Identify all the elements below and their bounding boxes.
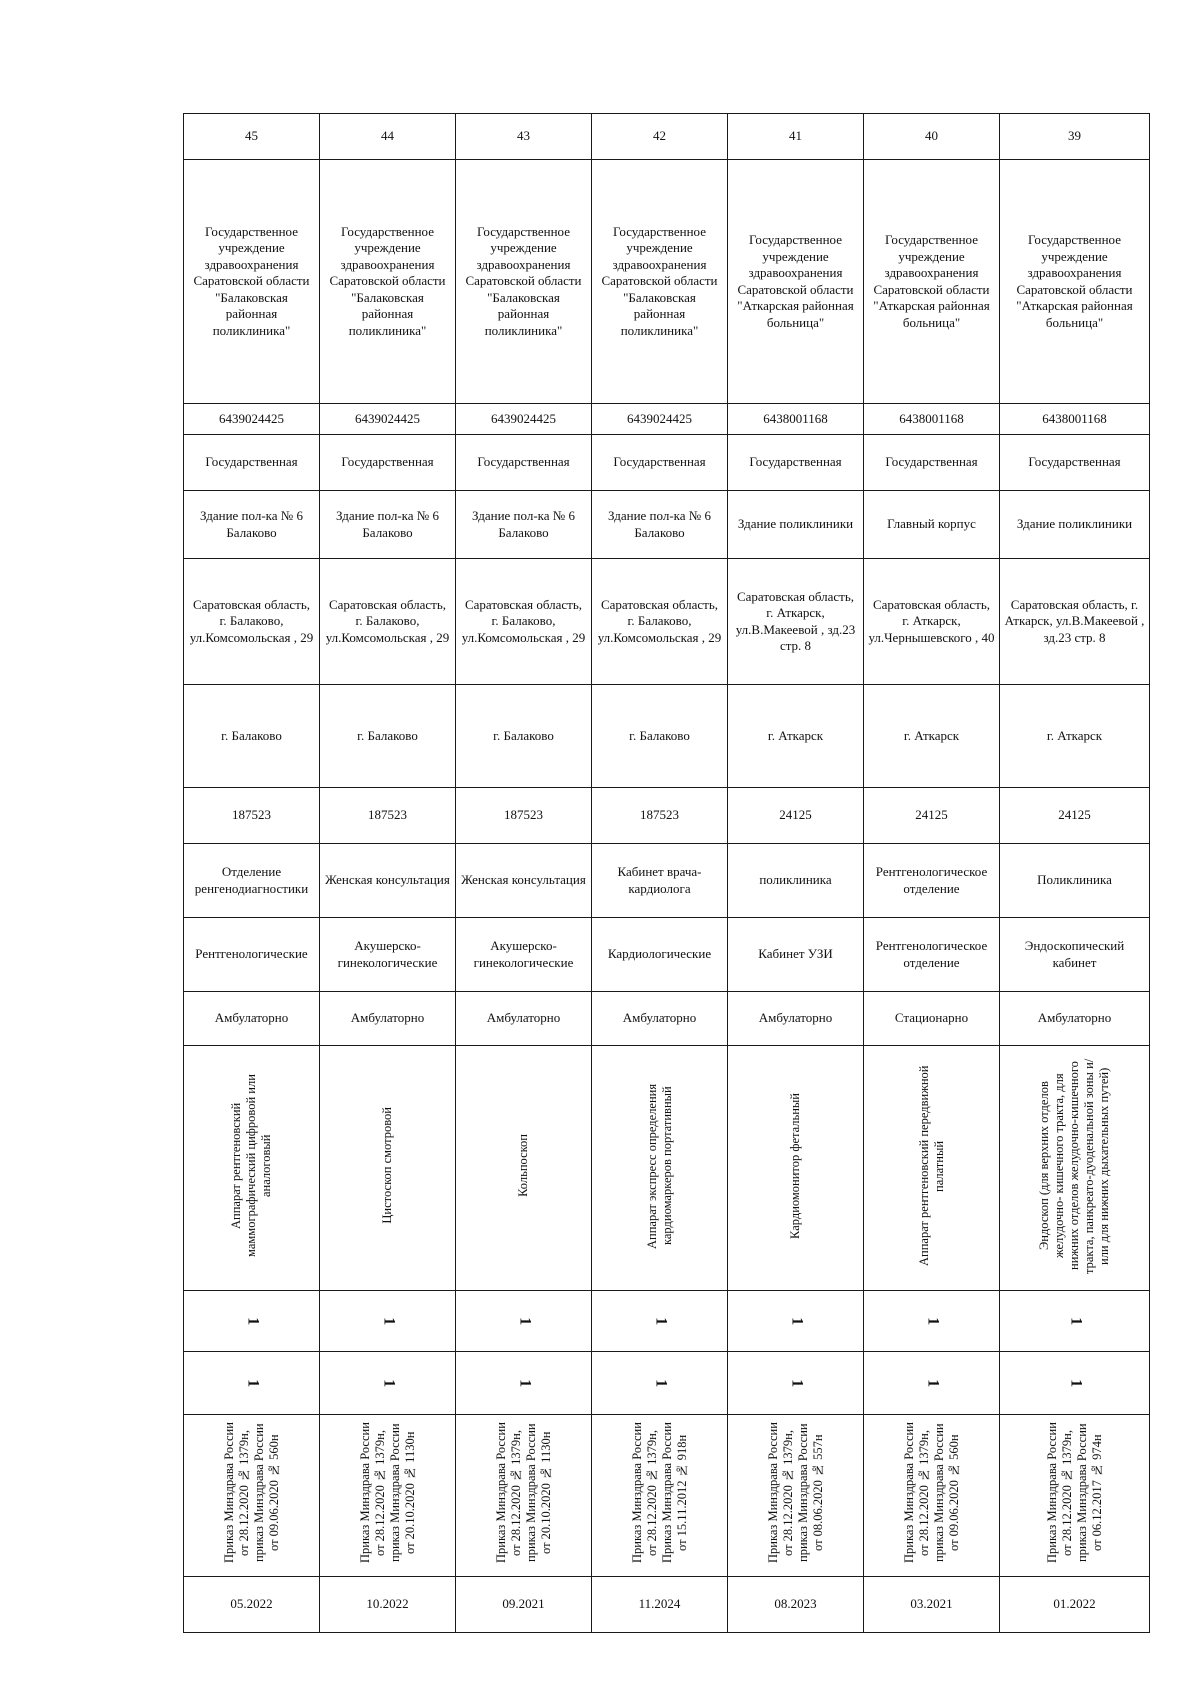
table-cell <box>184 1352 320 1415</box>
table-cell <box>728 491 864 559</box>
order-text: Приказ Минздрава России от 28.12.2020 № 1379н, Приказ Минздрава России от 15.11.2012 № 918н <box>629 1422 689 1564</box>
table-cell <box>864 160 1000 404</box>
table-cell <box>456 114 592 160</box>
table-cell <box>864 559 1000 685</box>
qty-a-text: 1 <box>1066 1317 1084 1325</box>
table-cell <box>184 160 320 404</box>
table-cell <box>728 788 864 844</box>
table-cell <box>592 1415 728 1577</box>
row-address <box>184 559 1150 685</box>
inn-text: 6439024425 <box>491 410 556 426</box>
table-cell <box>864 918 1000 992</box>
date-text: 01.2022 <box>1053 1596 1096 1612</box>
care-condition-text: Амбулаторно <box>486 1010 561 1026</box>
number-text: 45 <box>245 128 258 144</box>
qty-a-text: 1 <box>923 1317 941 1325</box>
building-text: Главный корпус <box>887 516 976 532</box>
table-cell <box>456 685 592 788</box>
table-cell <box>184 559 320 685</box>
population-text: 187523 <box>232 807 271 823</box>
table-cell <box>184 992 320 1046</box>
table-cell <box>728 844 864 918</box>
qty-a-text: 1 <box>651 1317 669 1325</box>
table-cell <box>184 1291 320 1352</box>
table-cell <box>864 404 1000 435</box>
table-cell <box>1000 435 1150 491</box>
row-quantity-a <box>184 1291 1150 1352</box>
number-text: 42 <box>653 128 666 144</box>
table-cell <box>456 491 592 559</box>
table-cell <box>320 844 456 918</box>
inn-text: 6438001168 <box>1042 410 1107 426</box>
table-cell <box>320 992 456 1046</box>
table-cell <box>320 1415 456 1577</box>
address-text: Саратовская область, г. Балаково, ул.Комсомольская , 29 <box>597 596 722 645</box>
table-cell <box>864 1291 1000 1352</box>
cabinet-text: Акушерско-гинекологические <box>337 938 438 970</box>
population-text: 24125 <box>779 807 812 823</box>
table-cell <box>456 992 592 1046</box>
cabinet-text: Кабинет УЗИ <box>758 946 833 962</box>
population-text: 187523 <box>504 807 543 823</box>
qty-a-text: 1 <box>515 1317 533 1325</box>
org-name-text: Государственное учреждение здравоохранения Саратовской области "Балаковская районная поликлиника" <box>601 223 718 338</box>
table-cell <box>1000 788 1150 844</box>
org-name-text: Государственное учреждение здравоохранения Саратовской области "Балаковская районная поликлиника" <box>329 223 446 338</box>
population-text: 24125 <box>915 807 948 823</box>
org-name-text: Государственное учреждение здравоохранения Саратовской области "Балаковская районная поликлиника" <box>465 223 582 338</box>
table-cell <box>728 1352 864 1415</box>
table-cell <box>1000 1352 1150 1415</box>
table-cell <box>592 491 728 559</box>
care-condition-text: Амбулаторно <box>214 1010 289 1026</box>
table-cell <box>184 1577 320 1633</box>
department-text: Отделение ренгенодиагностики <box>194 864 309 896</box>
cabinet-text: Акушерско-гинекологические <box>473 938 574 970</box>
department-text: Рентгенологическое отделение <box>875 864 988 896</box>
ownership-text: Государственная <box>1028 454 1121 470</box>
address-text: Саратовская область, г. Балаково, ул.Комсомольская , 29 <box>189 596 314 645</box>
org-name-text: Государственное учреждение здравоохранения Саратовской области "Балаковская районная поликлиника" <box>193 223 310 338</box>
table-cell <box>592 1352 728 1415</box>
org-name-text: Государственное учреждение здравоохранения Саратовской области "Аткарская районная больница" <box>737 232 854 330</box>
row-locality <box>184 685 1150 788</box>
table-cell <box>592 685 728 788</box>
row-population <box>184 788 1150 844</box>
address-text: Саратовская область, г. Аткарск, ул.В.Макеевой , зд.23 стр. 8 <box>1004 596 1145 645</box>
department-text: Женская консультация <box>325 872 450 888</box>
table-cell <box>320 918 456 992</box>
table-cell <box>1000 114 1150 160</box>
table-cell <box>184 1046 320 1291</box>
order-text: Приказ Минздрава России от 28.12.2020 № 1379н, приказ Минздрава России от 09.06.2020 № 560н <box>221 1422 281 1564</box>
locality-text: г. Балаково <box>493 727 554 743</box>
table-cell <box>456 1046 592 1291</box>
table-cell <box>728 435 864 491</box>
table-cell <box>320 1291 456 1352</box>
order-text: Приказ Минздрава России от 28.12.2020 № 1379н, приказ Минздрава России от 06.12.2017 № 974н <box>1044 1422 1104 1564</box>
table-cell <box>456 1352 592 1415</box>
row-care-condition <box>184 992 1150 1046</box>
date-text: 03.2021 <box>910 1596 953 1612</box>
table-cell <box>320 1046 456 1291</box>
table-cell <box>320 788 456 844</box>
table-cell <box>728 918 864 992</box>
table-cell <box>592 788 728 844</box>
building-text: Здание пол-ка № 6 Балаково <box>336 508 439 540</box>
date-text: 08.2023 <box>774 1596 817 1612</box>
ownership-text: Государственная <box>477 454 570 470</box>
ownership-text: Государственная <box>341 454 434 470</box>
table-cell <box>456 160 592 404</box>
table-cell <box>1000 1577 1150 1633</box>
table-cell <box>864 114 1000 160</box>
table-cell <box>592 404 728 435</box>
inn-text: 6438001168 <box>763 410 828 426</box>
table-cell <box>592 1577 728 1633</box>
table-cell <box>184 844 320 918</box>
table-cell <box>864 788 1000 844</box>
locality-text: г. Балаково <box>357 727 418 743</box>
date-text: 11.2024 <box>638 1596 681 1612</box>
order-text: Приказ Минздрава России от 28.12.2020 № 1379н, приказ Минздрава России от 20.10.2020 № 1130н <box>493 1422 553 1564</box>
number-text: 41 <box>789 128 802 144</box>
building-text: Здание поликлиники <box>1016 516 1133 532</box>
table-cell <box>320 1352 456 1415</box>
org-name-text: Государственное учреждение здравоохранения Саратовской области "Аткарская районная больница" <box>873 232 990 330</box>
table-cell <box>184 788 320 844</box>
table-cell <box>728 685 864 788</box>
table-cell <box>184 404 320 435</box>
equipment-text: Цистоскоп смотровой <box>380 1107 394 1225</box>
table-cell <box>864 992 1000 1046</box>
ownership-text: Государственная <box>613 454 706 470</box>
row-date <box>184 1577 1150 1633</box>
department-text: Женская консультация <box>461 872 586 888</box>
care-condition-text: Амбулаторно <box>350 1010 425 1026</box>
table-cell <box>1000 992 1150 1046</box>
table-cell <box>592 844 728 918</box>
table-cell <box>456 559 592 685</box>
table-cell <box>456 788 592 844</box>
table-cell <box>592 435 728 491</box>
qty-b-text: 1 <box>787 1379 805 1387</box>
address-text: Саратовская область, г. Балаково, ул.Комсомольская , 29 <box>461 596 586 645</box>
table-cell <box>456 435 592 491</box>
table-cell <box>728 404 864 435</box>
equipment-text: Аппарат рентгеновский передвижной палатный <box>916 1065 946 1266</box>
table-cell <box>456 844 592 918</box>
building-text: Здание пол-ка № 6 Балаково <box>608 508 711 540</box>
equipment-text: Эндоскоп (для верхних отделов желудочно- кишечного тракта, для нижних отделов желудочно-кишечного тракта, панкреато-дуоденальной зоны и/или для нижних дыхательных путей) <box>1037 1058 1111 1274</box>
table-cell <box>864 491 1000 559</box>
equipment-text: Кольпоскоп <box>516 1134 530 1198</box>
table-cell <box>1000 918 1150 992</box>
number-text: 43 <box>517 128 530 144</box>
equipment-text: Аппарат рентгеновский маммографический цифровой или аналоговый <box>229 1074 273 1258</box>
care-condition-text: Амбулаторно <box>622 1010 697 1026</box>
row-org-name <box>184 160 1150 404</box>
row-quantity-b <box>184 1352 1150 1415</box>
cabinet-text: Рентгенологические <box>195 946 308 962</box>
table-cell <box>320 404 456 435</box>
table-cell <box>184 918 320 992</box>
building-text: Здание поликлиники <box>737 516 854 532</box>
table-cell <box>592 559 728 685</box>
locality-text: г. Аткарск <box>767 727 824 743</box>
table-cell <box>864 1046 1000 1291</box>
qty-b-text: 1 <box>515 1379 533 1387</box>
row-building <box>184 491 1150 559</box>
care-condition-text: Стационарно <box>894 1010 969 1026</box>
row-cabinet <box>184 918 1150 992</box>
table-cell <box>728 1415 864 1577</box>
table-cell <box>320 685 456 788</box>
locality-text: г. Балаково <box>629 727 690 743</box>
equipment-table <box>183 113 1150 1633</box>
population-text: 24125 <box>1058 807 1091 823</box>
table-cell <box>592 992 728 1046</box>
table-cell <box>592 1046 728 1291</box>
building-text: Здание пол-ка № 6 Балаково <box>472 508 575 540</box>
ownership-text: Государственная <box>205 454 298 470</box>
table-cell <box>728 160 864 404</box>
building-text: Здание пол-ка № 6 Балаково <box>200 508 303 540</box>
table-cell <box>1000 685 1150 788</box>
row-department <box>184 844 1150 918</box>
row-equipment <box>184 1046 1150 1291</box>
table-cell <box>592 114 728 160</box>
population-text: 187523 <box>368 807 407 823</box>
table-cell <box>184 685 320 788</box>
table-cell <box>592 1291 728 1352</box>
table-cell <box>728 114 864 160</box>
table-cell <box>864 1352 1000 1415</box>
table-cell <box>728 992 864 1046</box>
table-cell <box>456 1415 592 1577</box>
table-cell <box>1000 559 1150 685</box>
qty-a-text: 1 <box>379 1317 397 1325</box>
table-cell <box>1000 1291 1150 1352</box>
table-cell <box>456 918 592 992</box>
qty-a-text: 1 <box>243 1317 261 1325</box>
address-text: Саратовская область, г. Аткарск, ул.В.Макеевой , зд.23 стр. 8 <box>735 588 856 653</box>
table-cell <box>1000 404 1150 435</box>
row-inn <box>184 404 1150 435</box>
table-cell <box>1000 1046 1150 1291</box>
table-cell <box>864 685 1000 788</box>
table-cell <box>320 114 456 160</box>
number-text: 40 <box>925 128 938 144</box>
locality-text: г. Аткарск <box>1046 727 1103 743</box>
ownership-text: Государственная <box>749 454 842 470</box>
department-text: Поликлиника <box>1037 872 1112 888</box>
ownership-text: Государственная <box>885 454 978 470</box>
qty-b-text: 1 <box>923 1379 941 1387</box>
inn-text: 6439024425 <box>355 410 420 426</box>
table-cell <box>456 1291 592 1352</box>
table-cell <box>864 435 1000 491</box>
row-ownership <box>184 435 1150 491</box>
row-order <box>184 1415 1150 1577</box>
care-condition-text: Амбулаторно <box>758 1010 833 1026</box>
cabinet-text: Кардиологические <box>607 946 712 962</box>
qty-b-text: 1 <box>379 1379 397 1387</box>
table-cell <box>592 918 728 992</box>
table-cell <box>184 114 320 160</box>
table-cell <box>320 559 456 685</box>
table-cell <box>864 1577 1000 1633</box>
table-cell <box>456 404 592 435</box>
inn-text: 6438001168 <box>899 410 964 426</box>
table-cell <box>1000 491 1150 559</box>
locality-text: г. Аткарск <box>903 727 960 743</box>
org-name-text: Государственное учреждение здравоохранения Саратовской области "Аткарская районная больница" <box>1016 232 1133 330</box>
population-text: 187523 <box>640 807 679 823</box>
inn-text: 6439024425 <box>627 410 692 426</box>
date-text: 09.2021 <box>502 1596 545 1612</box>
table-cell <box>864 844 1000 918</box>
table-cell <box>864 1415 1000 1577</box>
table-cell <box>456 1577 592 1633</box>
table-cell <box>320 160 456 404</box>
order-text: Приказ Минздрава России от 28.12.2020 № 1379н, приказ Минздрава России от 08.06.2020 № 557н <box>765 1422 825 1564</box>
table-cell <box>728 1046 864 1291</box>
order-text: Приказ Минздрава России от 28.12.2020 № 1379н, приказ Минздрава России от 09.06.2020 № 560н <box>901 1422 961 1564</box>
department-text: поликлиника <box>759 872 832 888</box>
row-number <box>184 114 1150 160</box>
table-cell <box>1000 1415 1150 1577</box>
table-cell <box>184 491 320 559</box>
table-cell <box>1000 160 1150 404</box>
table-cell <box>184 435 320 491</box>
order-text: Приказ Минздрава России от 28.12.2020 № 1379н, приказ Минздрава России от 20.10.2020 № 1130н <box>357 1422 417 1564</box>
qty-b-text: 1 <box>1066 1379 1084 1387</box>
table-cell <box>320 1577 456 1633</box>
address-text: Саратовская область, г. Балаково, ул.Комсомольская , 29 <box>325 596 450 645</box>
table-cell <box>728 1577 864 1633</box>
department-text: Кабинет врача-кардиолога <box>617 864 702 896</box>
number-text: 44 <box>381 128 394 144</box>
table-cell <box>320 491 456 559</box>
locality-text: г. Балаково <box>221 727 282 743</box>
qty-b-text: 1 <box>243 1379 261 1387</box>
number-text: 39 <box>1068 128 1081 144</box>
address-text: Саратовская область, г. Аткарск, ул.Чернышевского , 40 <box>868 596 995 645</box>
inn-text: 6439024425 <box>219 410 284 426</box>
cabinet-text: Рентгенологическое отделение <box>875 938 988 970</box>
cabinet-text: Эндоскопический кабинет <box>1024 938 1125 970</box>
date-text: 10.2022 <box>366 1596 409 1612</box>
equipment-text: Аппарат экспресс определения кардиомаркеров портативный <box>644 1083 674 1249</box>
qty-b-text: 1 <box>651 1379 669 1387</box>
equipment-text: Кардиомонитор фетальный <box>788 1092 802 1239</box>
table-cell <box>592 160 728 404</box>
care-condition-text: Амбулаторно <box>1037 1010 1112 1026</box>
table-cell <box>728 559 864 685</box>
qty-a-text: 1 <box>787 1317 805 1325</box>
table-cell <box>728 1291 864 1352</box>
date-text: 05.2022 <box>230 1596 273 1612</box>
table-cell <box>1000 844 1150 918</box>
table-cell <box>320 435 456 491</box>
table-cell <box>184 1415 320 1577</box>
